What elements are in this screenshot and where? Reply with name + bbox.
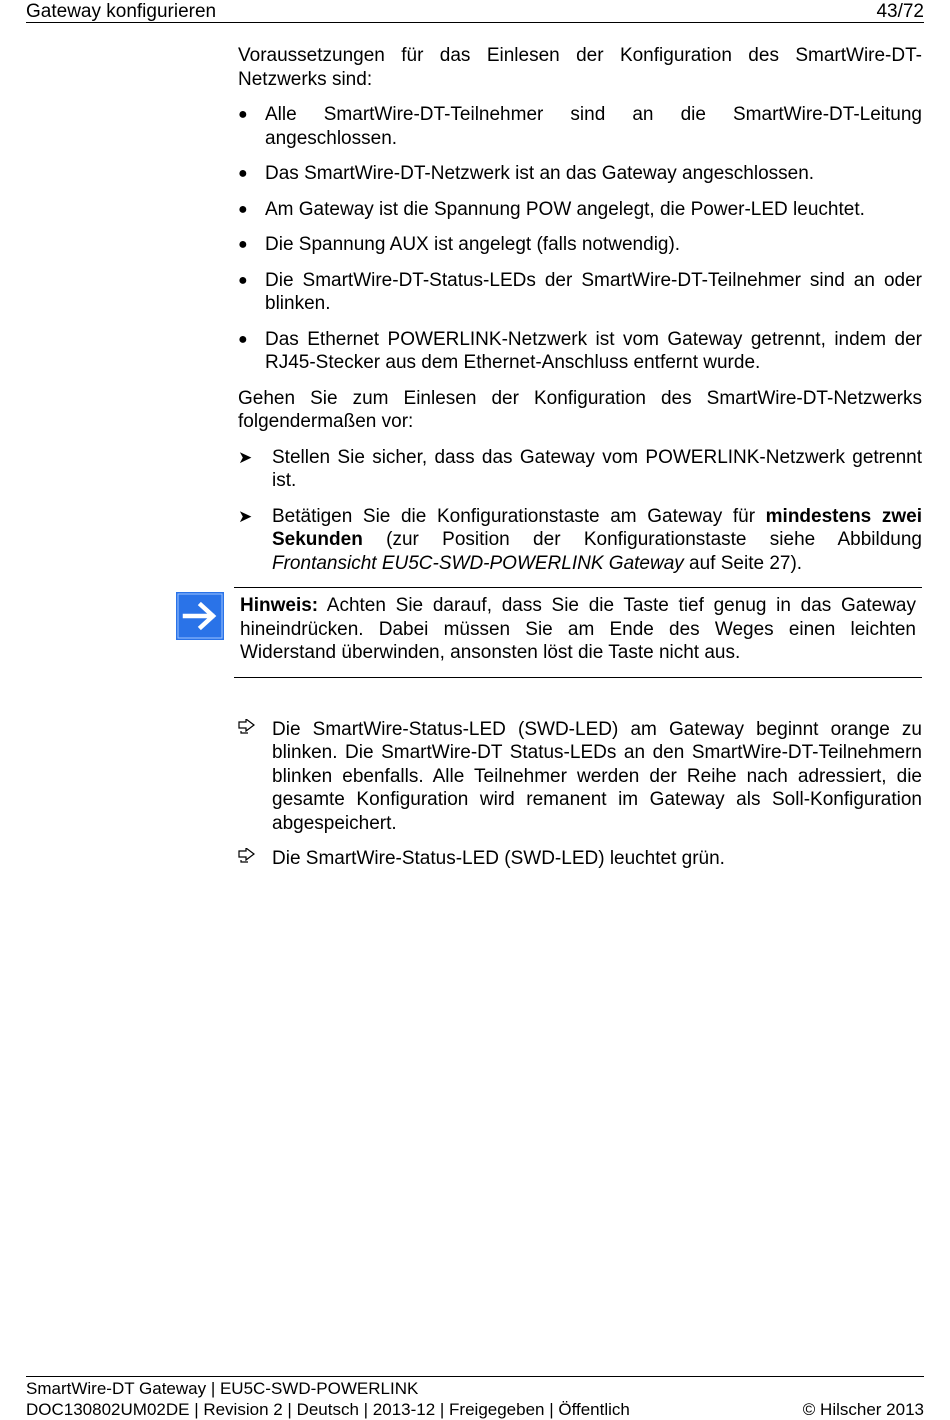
result-arrow-icon: [238, 847, 272, 871]
footer-doc-info: DOC130802UM02DE | Revision 2 | Deutsch | 2013-12 | Freigegeben | Öffentlich: [26, 1400, 630, 1419]
list-item: ● Die Spannung AUX ist angelegt (falls notwendig).: [238, 234, 681, 255]
bullet-icon: ●: [238, 200, 248, 218]
list-item: ● Das SmartWire-DT-Netzwerk ist an das Gateway angeschlossen.: [238, 163, 815, 184]
step-item: ➤ Betätigen Sie die Konfigurationstaste am Gateway für mindestens zwei Sekunden (zur Position der Konfigurationstaste siehe Abbildung Frontansicht EU5C-SWD-POWERLINK Gateway auf Seite 27).: [238, 505, 922, 574]
footer-product: SmartWire-DT Gateway | EU5C-SWD-POWERLINK: [26, 1379, 419, 1398]
list-item: ● Alle SmartWire-DT-Teilnehmer sind an die SmartWire-DT-Leitung angeschlossen.: [238, 104, 922, 149]
bullet-icon: ●: [238, 106, 248, 123]
result-item: Die SmartWire-Status-LED (SWD-LED) leuchtet grün.: [238, 847, 922, 871]
page-header: [26, 0, 924, 23]
step-item: ➤ Stellen Sie sicher, dass das Gateway vom POWERLINK-Netzwerk getrennt ist.: [238, 446, 922, 491]
list-item: ● Das Ethernet POWERLINK-Netzwerk ist vom Gateway getrennt, indem der RJ45-Stecker aus dem Ethernet-Anschluss entfernt wurde.: [238, 328, 922, 373]
result-arrow-icon: [238, 718, 272, 836]
figure-reference: Frontansicht EU5C-SWD-POWERLINK Gateway: [272, 552, 684, 574]
list-item: ● Die SmartWire-DT-Status-LEDs der SmartWire-DT-Teilnehmer sind an oder blinken.: [238, 269, 922, 314]
intro-paragraph: Voraussetzungen für das Einlesen der Konfiguration des SmartWire-DT-Netzwerks sind:: [238, 45, 922, 90]
list-item: ● Am Gateway ist die Spannung POW angelegt, die Power-LED leuchtet.: [238, 198, 865, 220]
bullet-icon: ●: [238, 330, 248, 348]
bullet-icon: ●: [238, 165, 248, 182]
bullet-icon: ●: [238, 236, 248, 253]
note-label: Hinweis:: [240, 595, 319, 616]
procedure-intro: Gehen Sie zum Einlesen der Konfiguration des SmartWire-DT-Netzwerks folgendermaßen vor:: [238, 387, 922, 432]
result-item: Die SmartWire-Status-LED (SWD-LED) am Gateway beginnt orange zu blinken. Die SmartWire-DT Status-LEDs an den SmartWire-DT-Teilnehmern blinken ebenfalls. Alle Teilnehmer werden der Reihe nach adressiert, die gesamte Konfiguration wird remanent im Gateway als Soll-Konfiguration abgespeichert.: [238, 718, 922, 836]
step-arrow-icon: ➤: [238, 447, 253, 467]
note-box: [234, 587, 922, 678]
main-content: [238, 44, 922, 883]
page-footer: [26, 1376, 924, 1420]
header-title: Gateway konfigurieren: [26, 1, 217, 22]
bullet-icon: ●: [238, 271, 248, 289]
note-text: Hinweis: Achten Sie darauf, dass Sie die Taste tief genug in das Gateway hineindrücken. Dabei müssen Sie am Ende des Weges einen leichten Widerstand überwinden, ansonsten löst die Taste nicht aus.: [240, 595, 916, 663]
page-number: 43/72: [876, 1, 924, 22]
footer-copyright: © Hilscher 2013: [802, 1400, 924, 1419]
arrow-right-icon: [176, 592, 224, 640]
step-arrow-icon: ➤: [238, 506, 253, 526]
emphasis-bold: mindestens zwei Sekunden: [272, 505, 922, 550]
